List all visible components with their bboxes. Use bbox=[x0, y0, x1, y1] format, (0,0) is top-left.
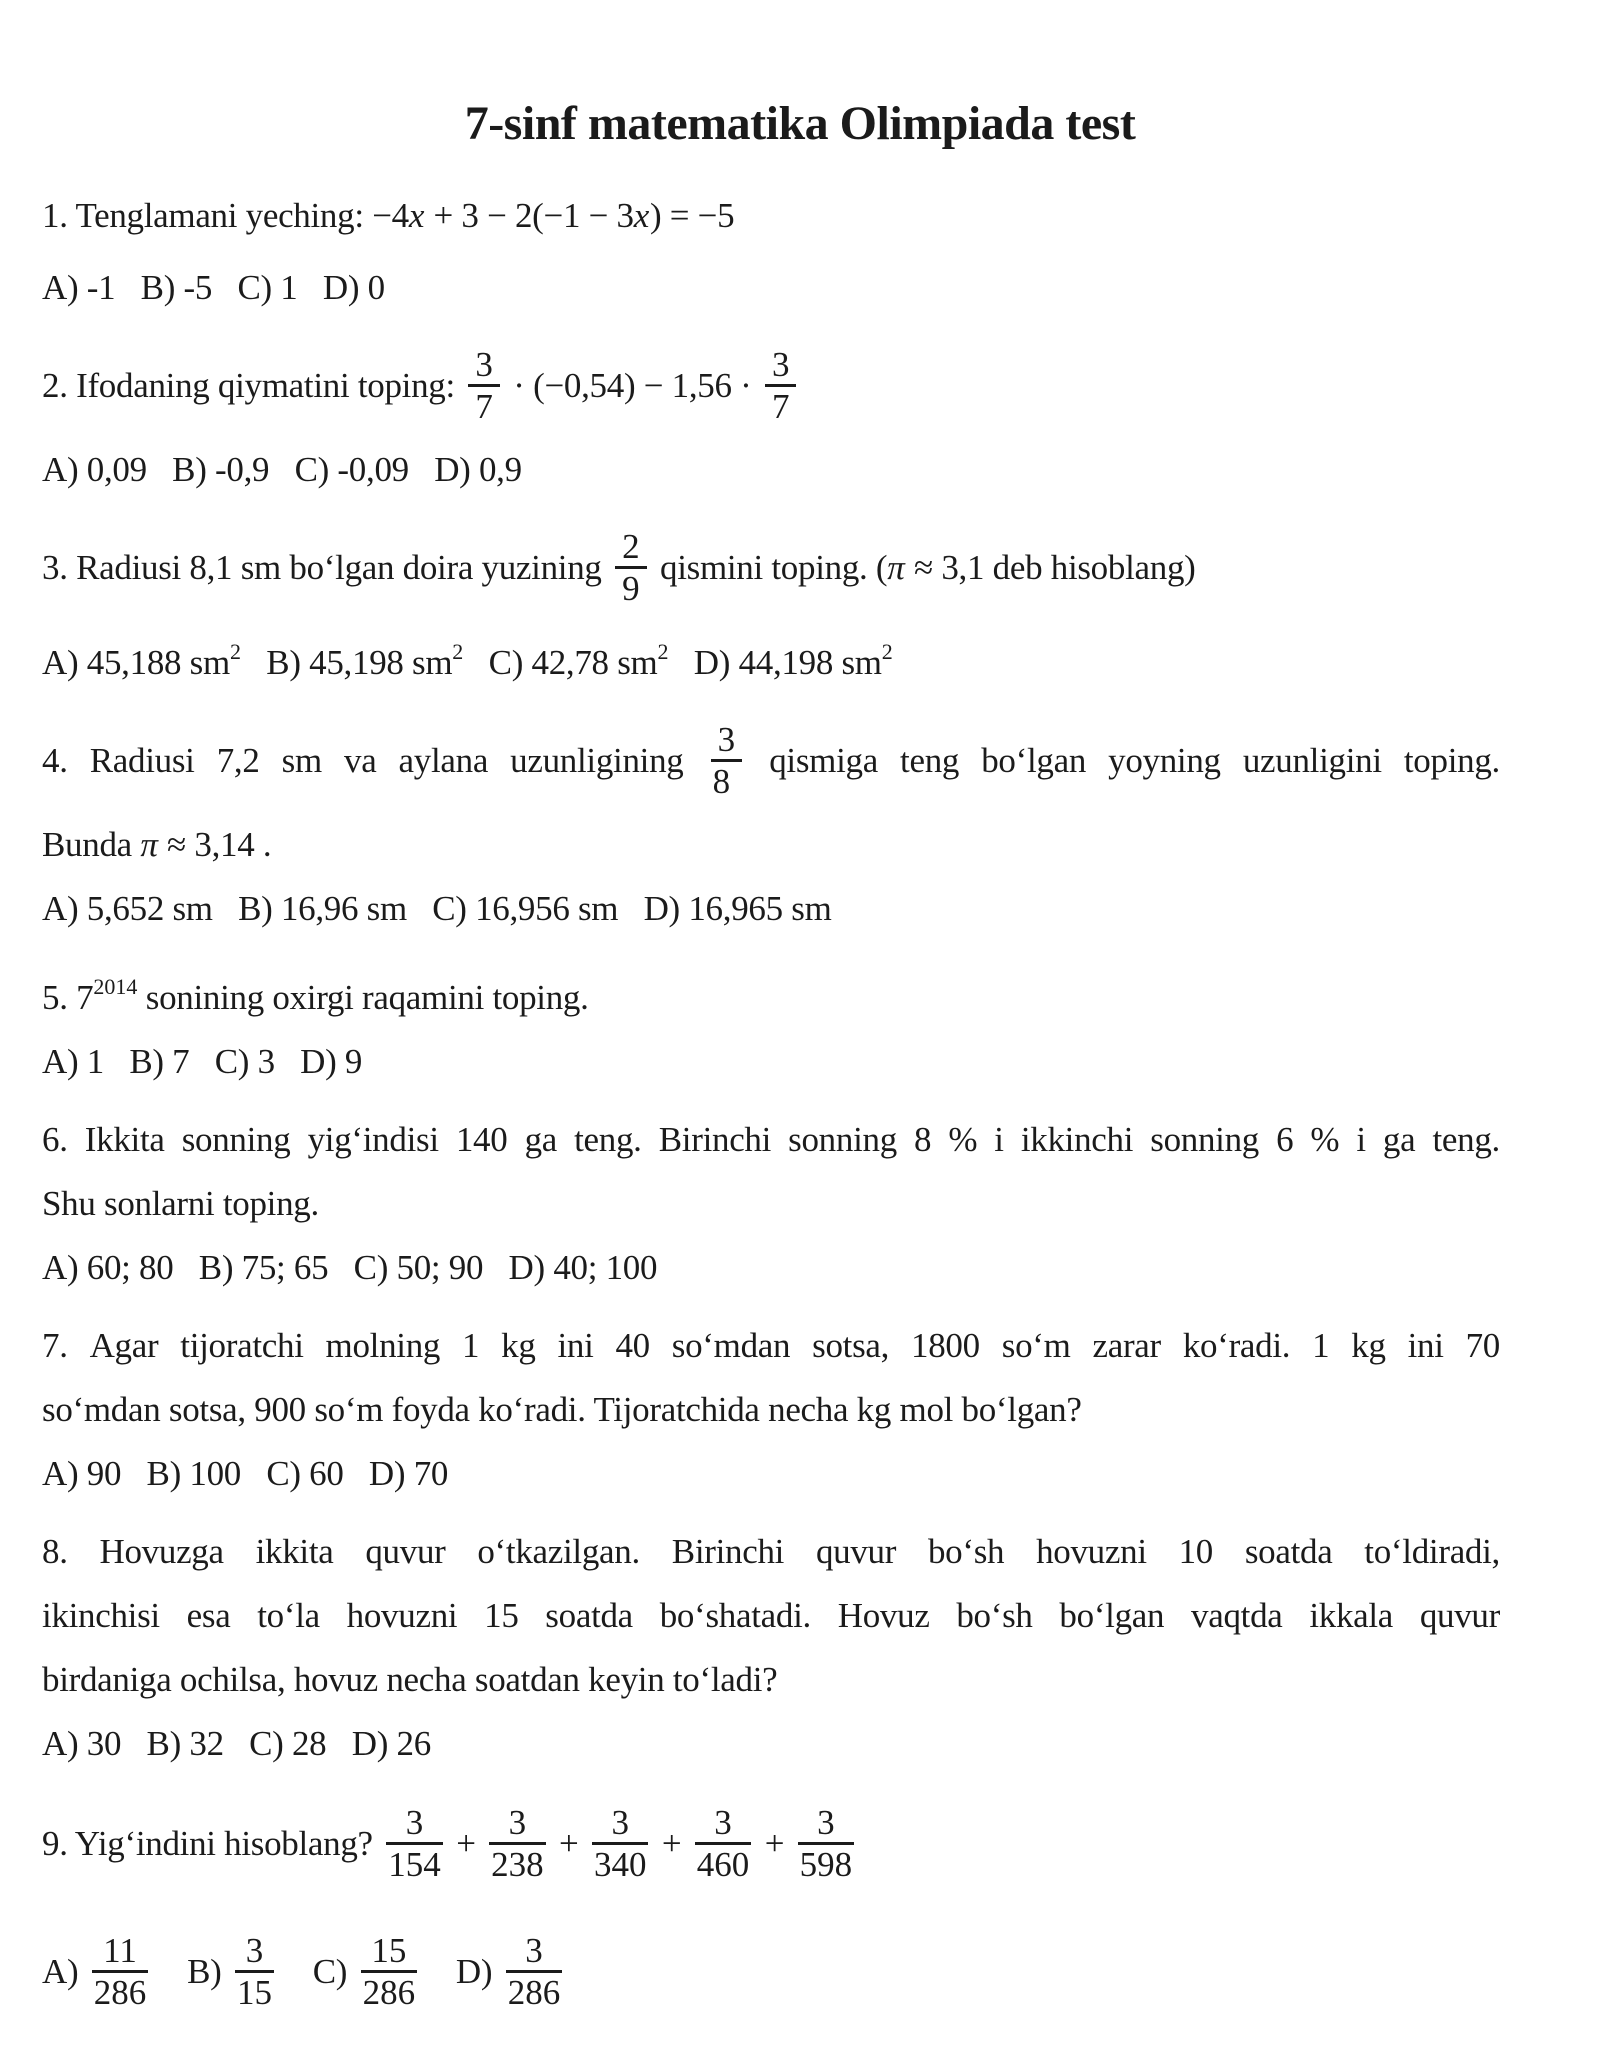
fraction-numerator: 3 bbox=[695, 1805, 752, 1846]
text-segment: 6. Ikkita sonning yig‘indisi 140 ga teng. Birinchi sonning 8 % i ikkinchi sonning 6 % i ga teng. bbox=[42, 1120, 1500, 1159]
question-line bbox=[42, 1378, 1500, 1442]
text-segment: Shu sonlarni toping. bbox=[42, 1184, 319, 1223]
answers-line bbox=[42, 620, 1500, 695]
text-segment: 1. Tenglamani yeching: bbox=[42, 196, 373, 235]
answers-line bbox=[42, 1236, 1500, 1300]
text-segment: 7. Agar tijoratchi molning 1 kg ini 40 so‘mdan sotsa, 1800 so‘m zarar ko‘radi. 1 kg ini 70 bbox=[42, 1326, 1500, 1365]
fraction-denominator: 286 bbox=[507, 1973, 561, 2013]
fraction-numerator: 3 bbox=[489, 1805, 546, 1846]
problem-6 bbox=[42, 1108, 1500, 1300]
fraction-denominator: 286 bbox=[362, 1973, 416, 2013]
text-segment: D) bbox=[422, 1952, 501, 1991]
problem-8 bbox=[42, 1520, 1500, 1776]
fraction-denominator: 286 bbox=[93, 1973, 147, 2013]
problem-3 bbox=[42, 516, 1500, 695]
question-line bbox=[42, 813, 1500, 877]
text-segment: A) 5,652 sm B) 16,96 sm C) 16,956 sm D) 16,965 sm bbox=[42, 889, 832, 928]
question-line bbox=[42, 1172, 1500, 1236]
question-line bbox=[42, 334, 1500, 438]
problem-7 bbox=[42, 1314, 1500, 1506]
answers-line bbox=[42, 1030, 1500, 1094]
question-line bbox=[42, 709, 1500, 813]
fraction-numerator: 3 bbox=[506, 1933, 563, 1974]
problem-2 bbox=[42, 334, 1500, 502]
question-line bbox=[42, 176, 1500, 256]
answers-line bbox=[42, 438, 1500, 502]
math-segment: + bbox=[756, 1824, 793, 1863]
text-segment: 5. 7 bbox=[42, 978, 94, 1017]
math-segment: · (−0,54) − 1,56 · bbox=[504, 366, 760, 405]
question-line bbox=[42, 1792, 1500, 1896]
answers-line bbox=[42, 1442, 1500, 1506]
text-segment: 4. Radiusi 7,2 sm va aylana uzunligining bbox=[42, 741, 706, 780]
question-line bbox=[42, 516, 1500, 620]
math-variable: x bbox=[408, 196, 425, 235]
problem-1 bbox=[42, 176, 1500, 320]
text-segment: ikinchisi esa to‘la hovuzni 15 soatda bo‘shatadi. Hovuz bo‘sh bo‘lgan vaqtda ikkala quvur bbox=[42, 1596, 1500, 1635]
fraction bbox=[798, 1802, 855, 1885]
fraction bbox=[711, 719, 743, 802]
problem-4 bbox=[42, 709, 1500, 941]
fraction-denominator: 340 bbox=[593, 1845, 647, 1885]
fraction bbox=[592, 1802, 649, 1885]
text-segment: B) bbox=[153, 1952, 230, 1991]
text-segment: C) 42,78 sm bbox=[463, 643, 658, 682]
page-title: 7-sinf matematika Olimpiada test bbox=[464, 97, 1136, 150]
superscript: 2 bbox=[452, 639, 464, 664]
fraction bbox=[468, 344, 500, 427]
text-segment: D) 44,198 sm bbox=[668, 643, 882, 682]
fraction-numerator: 2 bbox=[615, 529, 647, 570]
fraction-numerator: 3 bbox=[468, 347, 500, 388]
problem-5 bbox=[42, 955, 1500, 1094]
fraction bbox=[506, 1930, 563, 2013]
answers-line bbox=[42, 1712, 1500, 1776]
fraction-numerator: 3 bbox=[711, 722, 743, 763]
superscript: 2 bbox=[657, 639, 669, 664]
text-segment: A) 90 B) 100 C) 60 D) 70 bbox=[42, 1454, 449, 1493]
fraction-denominator: 598 bbox=[799, 1845, 853, 1885]
answers-line bbox=[42, 1920, 1500, 2024]
math-segment: + bbox=[653, 1824, 690, 1863]
fraction-denominator: 7 bbox=[475, 387, 493, 427]
text-segment: A) 60; 80 B) 75; 65 C) 50; 90 D) 40; 100 bbox=[42, 1248, 658, 1287]
text-segment: B) 45,198 sm bbox=[240, 643, 453, 682]
text-segment: C) bbox=[278, 1952, 356, 1991]
question-line bbox=[42, 955, 1500, 1030]
question-line bbox=[42, 1648, 1500, 1712]
fraction-numerator: 11 bbox=[92, 1933, 149, 1974]
fraction-denominator: 8 bbox=[712, 762, 731, 802]
text-segment: 8. Hovuzga ikkita quvur o‘tkazilgan. Birinchi quvur bo‘sh hovuzni 10 soatda to‘ldiradi, bbox=[42, 1532, 1500, 1571]
fraction-denominator: 238 bbox=[491, 1845, 544, 1885]
fraction-numerator: 3 bbox=[592, 1805, 649, 1846]
text-segment: A) 45,188 sm bbox=[42, 643, 230, 682]
text-segment: qismiga teng bo‘lgan yoyning uzunligini toping. bbox=[747, 741, 1500, 780]
superscript: 2014 bbox=[93, 974, 138, 999]
question-line bbox=[42, 1520, 1500, 1584]
fraction bbox=[695, 1802, 752, 1885]
text-segment: A) 30 B) 32 C) 28 D) 26 bbox=[42, 1724, 431, 1763]
text-segment: 2. Ifodaning qiymatini toping: bbox=[42, 366, 464, 405]
math-segment: π ≈ 3,14 bbox=[140, 825, 255, 864]
text-segment: A) -1 B) -5 C) 1 D) 0 bbox=[42, 268, 385, 307]
fraction-numerator: 3 bbox=[765, 347, 797, 388]
fraction-numerator: 15 bbox=[361, 1933, 418, 1974]
fraction-numerator: 3 bbox=[798, 1805, 855, 1846]
text-segment: 3. Radiusi 8,1 sm bo‘lgan doira yuzining bbox=[42, 548, 611, 587]
text-segment: 9. Yig‘indini hisoblang? bbox=[42, 1824, 382, 1863]
text-segment: A) 0,09 B) -0,9 C) -0,09 D) 0,9 bbox=[42, 450, 522, 489]
text-segment: so‘mdan sotsa, 900 so‘m foyda ko‘radi. Tijoratchida necha kg mol bo‘lgan? bbox=[42, 1390, 1082, 1429]
fraction bbox=[92, 1930, 149, 2013]
problem-9 bbox=[42, 1792, 1500, 2024]
math-segment: + bbox=[447, 1824, 485, 1863]
fraction-numerator: 3 bbox=[235, 1933, 274, 1974]
superscript: 2 bbox=[229, 639, 241, 664]
math-segment: + bbox=[550, 1824, 587, 1863]
math-variable: π bbox=[887, 548, 905, 587]
fraction bbox=[235, 1930, 274, 2013]
text-segment: . bbox=[254, 825, 272, 864]
text-segment: Bunda bbox=[42, 825, 141, 864]
fraction-numerator: 3 bbox=[386, 1805, 443, 1846]
fraction bbox=[765, 344, 797, 427]
question-line bbox=[42, 1314, 1500, 1378]
fraction-denominator: 460 bbox=[696, 1845, 750, 1885]
fraction bbox=[386, 1802, 443, 1885]
math-segment: −4x + 3 − 2(−1 − 3x) = −5 bbox=[372, 196, 735, 235]
fraction-denominator: 154 bbox=[388, 1845, 441, 1885]
text-segment: deb hisoblang) bbox=[984, 548, 1196, 587]
fraction-denominator: 9 bbox=[622, 569, 640, 609]
fraction-denominator: 15 bbox=[236, 1973, 272, 2013]
text-segment: sonining oxirgi raqamini toping. bbox=[137, 978, 589, 1017]
answers-line bbox=[42, 877, 1500, 941]
fraction bbox=[615, 526, 647, 609]
fraction bbox=[361, 1930, 418, 2013]
text-segment: qismini toping. ( bbox=[651, 548, 888, 587]
text-segment: A) bbox=[42, 1952, 87, 1991]
text-segment: birdaniga ochilsa, hovuz necha soatdan keyin to‘ladi? bbox=[42, 1660, 778, 1699]
superscript: 2 bbox=[881, 639, 893, 664]
problems-list bbox=[42, 176, 1500, 2024]
fraction-denominator: 7 bbox=[771, 387, 790, 427]
text-segment: A) 1 B) 7 C) 3 D) 9 bbox=[42, 1042, 363, 1081]
question-line bbox=[42, 1584, 1500, 1648]
math-variable: x bbox=[633, 196, 649, 235]
question-line bbox=[42, 1108, 1500, 1172]
fraction bbox=[489, 1802, 546, 1885]
answers-line bbox=[42, 256, 1500, 320]
math-segment: π ≈ 3,1 bbox=[887, 548, 985, 587]
math-variable: π bbox=[140, 825, 158, 864]
